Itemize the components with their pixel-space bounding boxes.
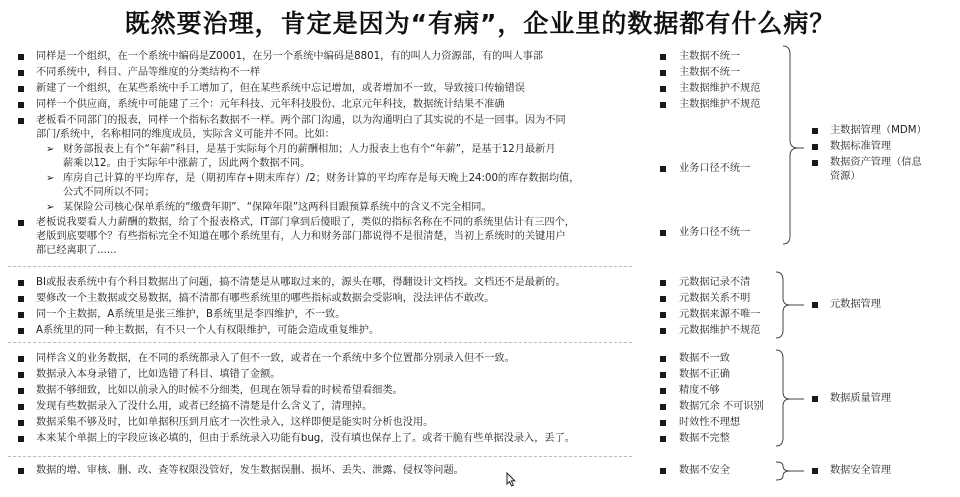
issue-tag: 业务口径不统一	[660, 226, 750, 240]
issue-tag: 主数据维护不规范	[660, 82, 761, 96]
issue-tag: 元数据来源不唯一	[660, 308, 761, 322]
issue-tag: 元数据关系不明	[660, 292, 750, 306]
list-item-continuation: 部门/系统中，名称相同的维度成员，实际含义可能并不同。比如：	[36, 129, 335, 140]
issue-tag: 业务口径不统一	[660, 162, 750, 176]
list-item: BI或报表系统中有个科目数据出了问题，搞不清楚是从哪取过来的，源头在哪，得翻设计文档找。文档还不是最新的。	[18, 276, 566, 290]
governance-category: 元数据管理	[812, 298, 881, 312]
governance-category: 主数据管理（MDM）	[812, 124, 927, 138]
list-item: 不同系统中，科目、产品等维度的分类结构不一样	[18, 66, 260, 80]
issue-tag: 主数据不统一	[660, 50, 740, 64]
list-item: 老板看不同部门的报表，同样一个指标名数据不一样。两个部门沟通，以为沟通明白了其实说的不是一回事。因为不同	[18, 114, 566, 128]
list-item: 发现有些数据录入了没什么用，或者已经搞不清楚是什么含义了，清理掉。	[18, 400, 372, 414]
arrow-bullet-icon: ➢	[46, 144, 55, 155]
governance-category: 数据资产管理（信息	[812, 156, 922, 170]
list-item-continuation: 都已经离职了......	[36, 245, 117, 256]
issue-tag: 精度不够	[660, 384, 720, 398]
list-item: 老板说我要看人力薪酬的数据，给了个报表格式，IT部门拿到后傻眼了，类似的指标名称在不同的系统里估计有三四个，	[18, 216, 575, 230]
issue-tag: 数据不安全	[660, 464, 730, 478]
issue-tag: 主数据不统一	[660, 66, 740, 80]
arrow-bullet-icon: ➢	[46, 173, 55, 184]
list-item: 新建了一个组织，在某些系统中手工增加了，但在某些系统中忘记增加，或者增加不一致，导致接口传输错误	[18, 82, 525, 96]
issue-tag: 元数据记录不清	[660, 276, 750, 290]
issue-tag: 时效性不理想	[660, 416, 740, 430]
list-item: 本来某个单据上的字段应该必填的，但由于系统录入功能有bug，没有填也保存上了。或者干脆有些单据没录入，丢了。	[18, 432, 575, 446]
list-item: 数据采集不够及时，比如单据积压到月底才一次性录入，这样即便是能实时分析也没用。	[18, 416, 433, 430]
governance-category-continuation: 资源）	[830, 171, 861, 182]
list-item: 要修改一个主数据或交易数据，搞不清都有哪些系统里的哪些指标或数据会受影响，没法评估不敢改。	[18, 292, 494, 306]
list-item: A系统里的同一种主数据，有不只一个人有权限维护，可能会造成重复维护。	[18, 324, 379, 338]
list-item-continuation: 老版到底要哪个？有些指标完全不知道在哪个系统里有，人力和财务部门都说得不是很清楚，当初上系统时的关键用户	[36, 231, 566, 242]
list-item: 同一个主数据，A系统里是张三维护，B系统里是李四维护，不一致。	[18, 308, 345, 322]
page-title: 既然要治理，肯定是因为“有病”，企业里的数据都有什么病？	[124, 9, 836, 38]
sub-list-item: ➢ 某保险公司核心保单系统的“缴费年期”、“保障年限”这两科目跟预算系统中的含义不完全相同。	[46, 202, 492, 213]
list-item: 数据的增、审核、删、改、查等权限没管好，发生数据误删、损坏、丢失、泄露、侵权等问题。	[18, 464, 464, 478]
issue-tag: 数据不完整	[660, 432, 730, 446]
sub-list-item: ➢ 库房自己计算的平均库存，是（期初库存+期末库存）/2；财务计算的平均库存是每天晚上24:00的库存数据均值，	[46, 173, 580, 184]
issue-tag: 主数据维护不规范	[660, 98, 761, 112]
list-item: 同样是一个组织，在一个系统中编码是Z0001，在另一个系统中编码是8801，有的叫人力资源部，有的叫人事部	[18, 50, 543, 64]
governance-category: 数据安全管理	[812, 464, 891, 478]
governance-category: 数据质量管理	[812, 392, 891, 406]
sub-list-item-continuation: 公式不同所以不同；	[63, 187, 155, 198]
sub-list-item: ➢ 财务部报表上有个“年薪”科目，是基于实际每个月的薪酬相加；人力报表上也有个“年薪”，是基于12月最新月	[46, 144, 556, 155]
governance-category: 数据标准管理	[812, 140, 891, 154]
issue-tag: 数据不一致	[660, 352, 730, 366]
list-item: 数据录入本身录错了，比如选错了科目、填错了金额。	[18, 368, 281, 382]
arrow-bullet-icon: ➢	[46, 202, 55, 213]
issue-tag: 数据不正确	[660, 368, 730, 382]
issue-tag: 元数据维护不规范	[660, 324, 761, 338]
issue-tag: 数据冗余 不可识别	[660, 400, 764, 414]
list-item: 数据不够细致，比如以前录入的时候不分细类，但现在领导看的时候希望看细类。	[18, 384, 403, 398]
list-item: 同样一个供应商，系统中可能建了三个：元年科技、元年科技股份、北京元年科技，数据统计结果不准确	[18, 98, 505, 112]
sub-list-item-continuation: 薪乘以12。由于实际年中涨薪了，因此两个数据不同。	[63, 158, 311, 169]
list-item: 同样含义的业务数据，在不同的系统都录入了但不一致，或者在一个系统中多个位置都分别录入但不一致。	[18, 352, 515, 366]
